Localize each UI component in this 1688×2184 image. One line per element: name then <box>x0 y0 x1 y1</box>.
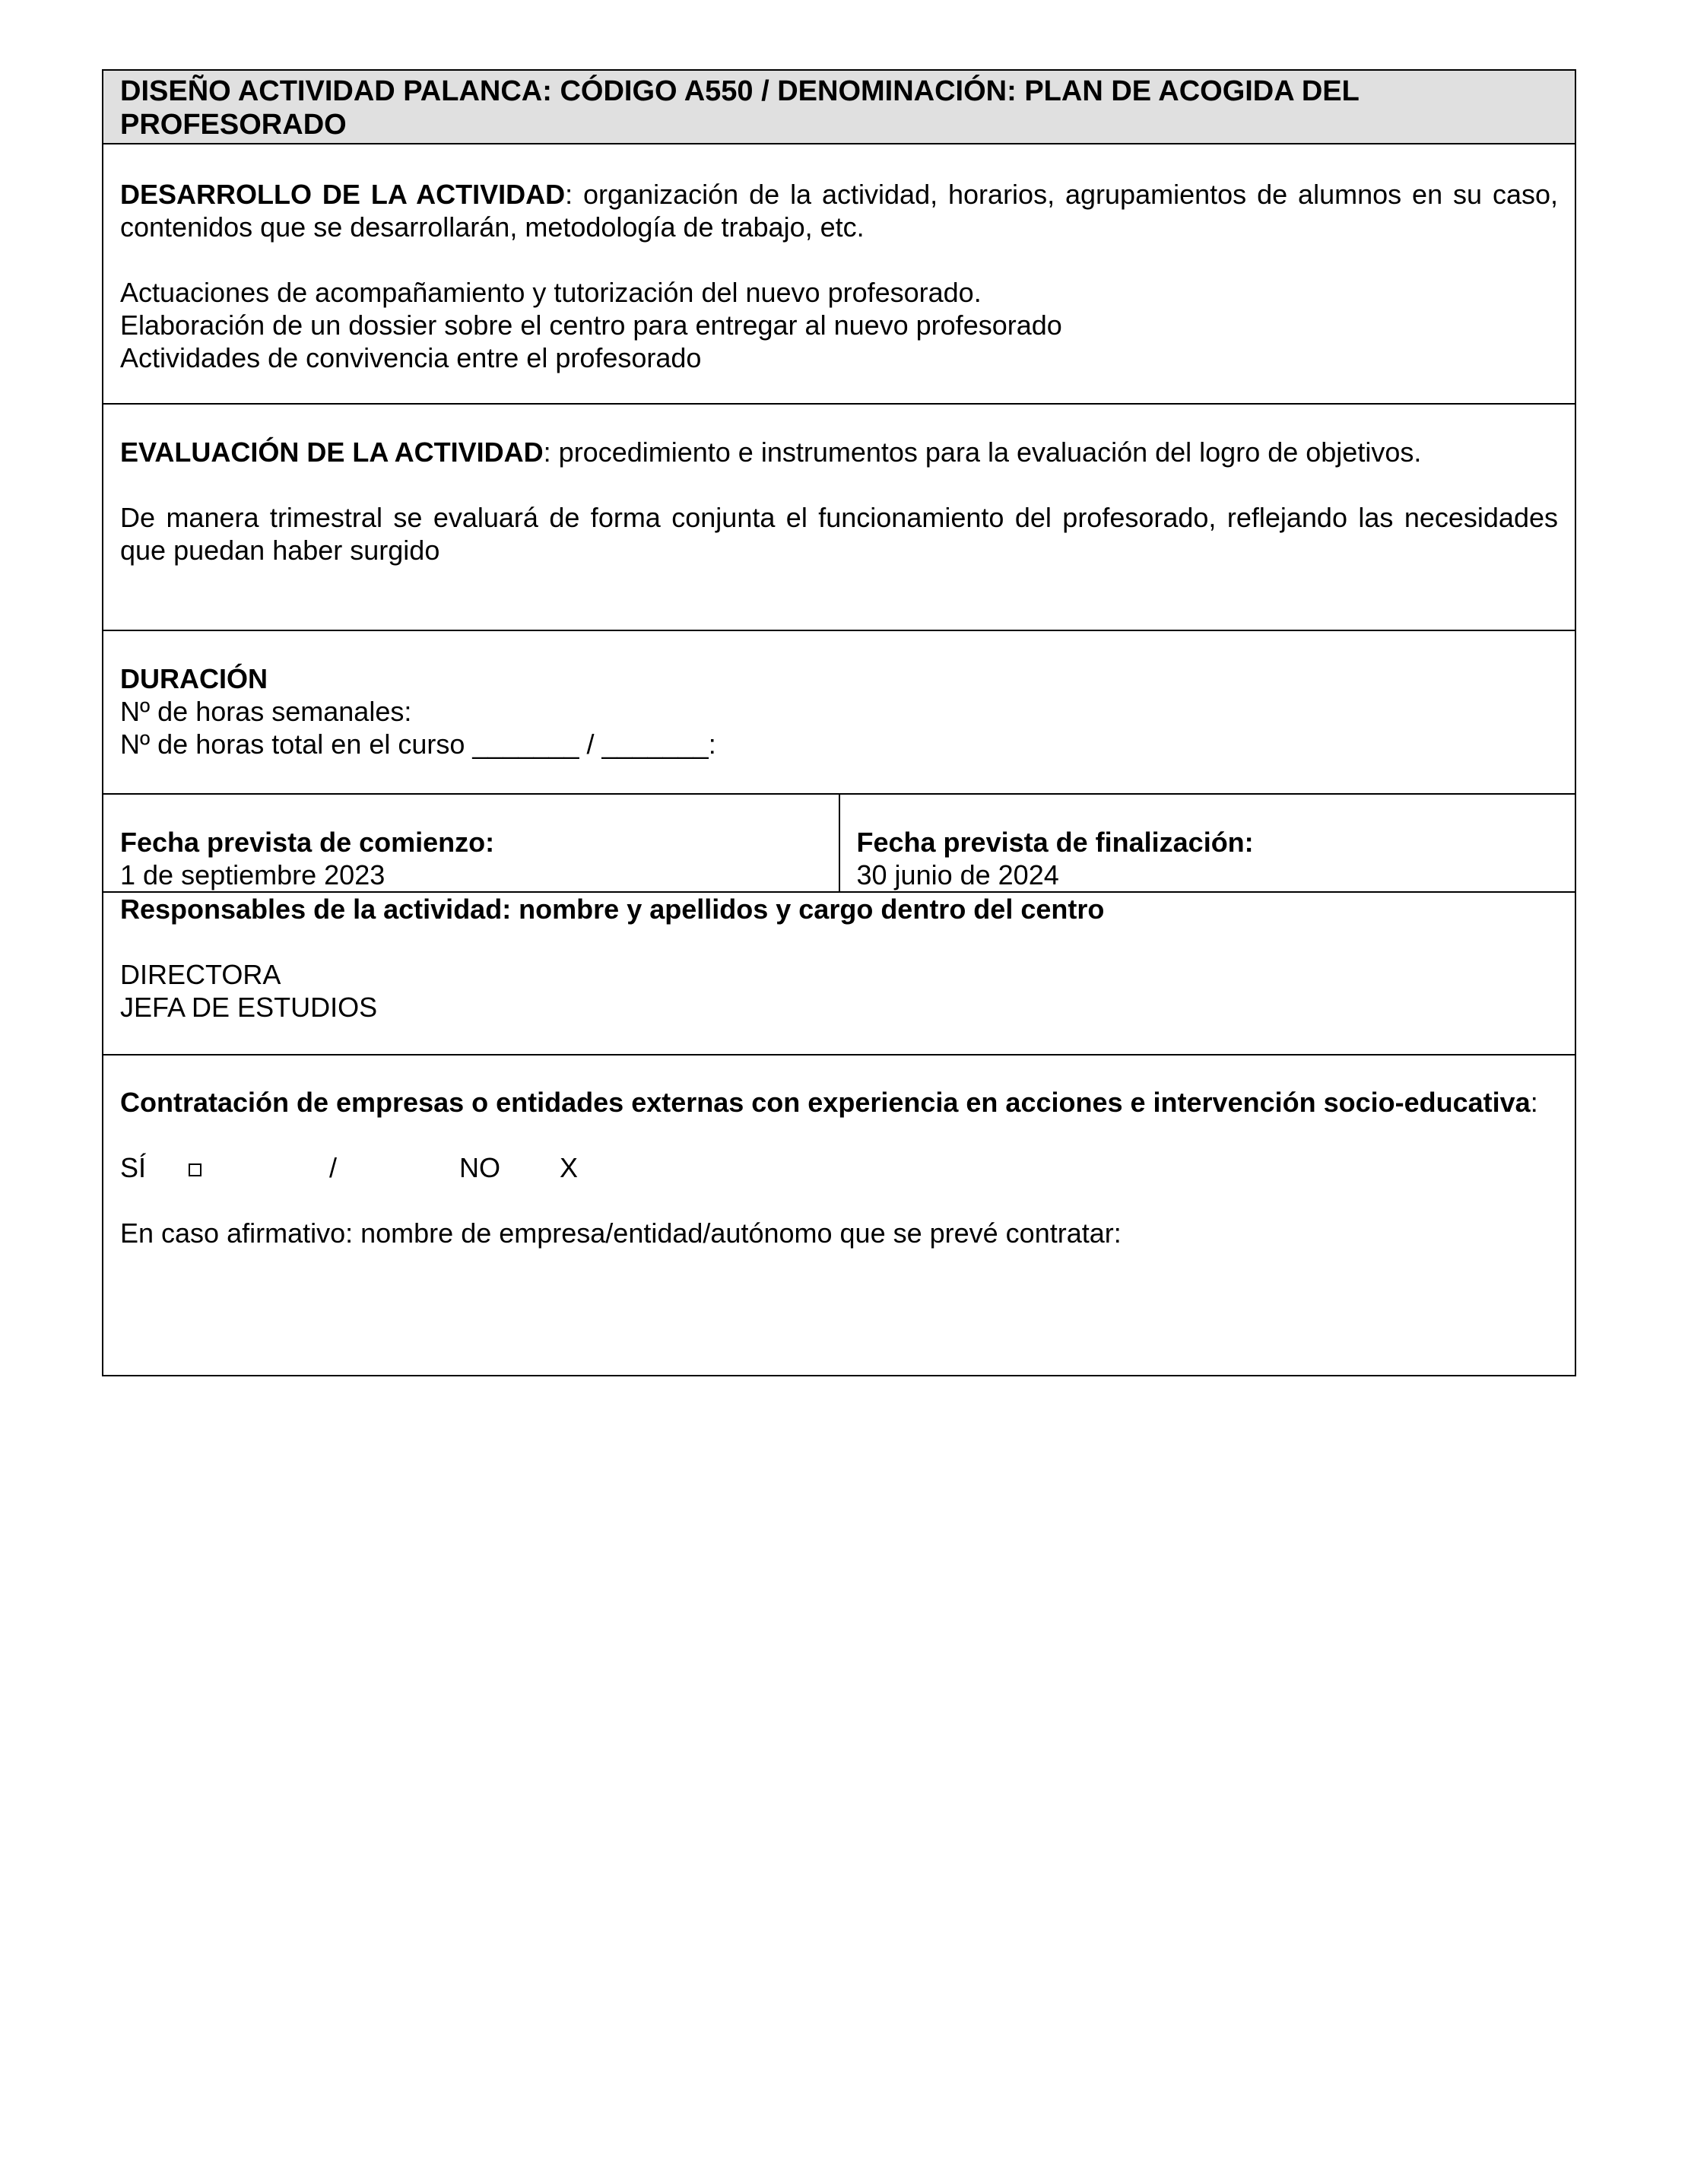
contratacion-heading <box>120 1086 1558 1119</box>
responsable-2: JEFA DE ESTUDIOS <box>120 992 378 1023</box>
desarrollo-line-1: Actuaciones de acompañamiento y tutorización del nuevo profesorado. <box>120 277 982 308</box>
desarrollo-label: DESARROLLO DE LA ACTIVIDAD <box>120 179 566 210</box>
no-mark: X <box>560 1152 579 1183</box>
horas-total: Nº de horas total en el curso _______ / _______: <box>120 729 716 760</box>
si-label: SÍ <box>120 1152 147 1183</box>
afirmativo-text: En caso afirmativo: nombre de empresa/entidad/autónomo que se prevé contratar: <box>120 1217 1122 1249</box>
horas-semanales: Nº de horas semanales: <box>120 696 412 727</box>
evaluacion-heading <box>120 436 1558 468</box>
activity-design-form <box>102 69 1576 1376</box>
form-title-section <box>103 71 1575 144</box>
duracion-section <box>103 631 1575 795</box>
si-checkbox-icon[interactable] <box>189 1163 201 1176</box>
duracion-label: DURACIÓN <box>120 663 268 694</box>
desarrollo-line-2: Elaboración de un dossier sobre el centro para entregar al nuevo profesorado <box>120 310 1062 341</box>
evaluacion-text: De manera trimestral se evaluará de forma conjunta el funcionamiento del profesorado, reflejando las necesidades que puedan haber surgido <box>120 502 1558 566</box>
fecha-comienzo-label: Fecha prevista de comienzo: <box>120 827 495 858</box>
contratacion-label: Contratación de empresas o entidades externas con experiencia en acciones e intervención socio-educativa <box>120 1087 1531 1118</box>
fecha-comienzo-value: 1 de septiembre 2023 <box>120 859 386 890</box>
fechas-section <box>103 795 1575 893</box>
si-no-row <box>120 1151 1558 1184</box>
fecha-fin-value: 30 junio de 2024 <box>856 859 1059 890</box>
desarrollo-line-3: Actividades de convivencia entre el profesorado <box>120 342 702 373</box>
responsable-1: DIRECTORA <box>120 959 281 990</box>
responsables-label: Responsables de la actividad: nombre y apellidos y cargo dentro del centro <box>120 894 1105 925</box>
contratacion-section <box>103 1055 1575 1375</box>
desarrollo-heading <box>120 178 1558 243</box>
evaluacion-section <box>103 405 1575 631</box>
desarrollo-section <box>103 144 1575 405</box>
evaluacion-description: : procedimiento e instrumentos para la evaluación del logro de objetivos. <box>543 436 1422 468</box>
desarrollo-description: : organización de la actividad, horarios, agrupamientos de alumnos en su caso, contenidos que se desarrollarán, metodología de trabajo, etc. <box>120 179 1559 243</box>
responsables-section <box>103 893 1575 1055</box>
fecha-comienzo-cell <box>103 795 840 891</box>
fecha-fin-label: Fecha prevista de finalización: <box>856 827 1254 858</box>
si-no-slash: / <box>329 1152 338 1183</box>
contratacion-colon: : <box>1530 1087 1538 1118</box>
form-title: DISEÑO ACTIVIDAD PALANCA: CÓDIGO A550 / DENOMINACIÓN: PLAN DE ACOGIDA DEL PROFESORADO <box>120 75 1360 141</box>
fecha-fin-cell <box>840 795 1575 891</box>
evaluacion-label: EVALUACIÓN DE LA ACTIVIDAD <box>120 436 544 468</box>
no-label: NO <box>459 1152 500 1183</box>
